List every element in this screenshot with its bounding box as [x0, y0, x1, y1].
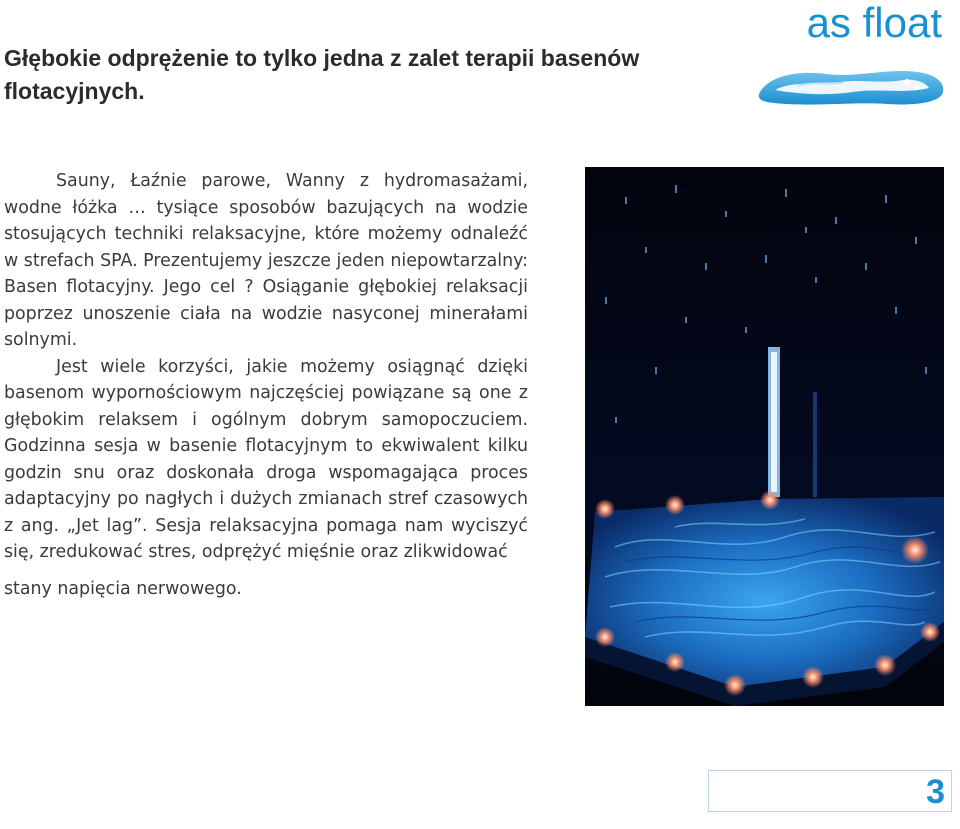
article-paragraph-3: stany napięcia nerwowego.: [4, 578, 242, 599]
article-paragraph-1: Sauny, Łaźnie parowe, Wanny z hydromasażami, wodne łóżka … tysiące sposobów bazujących na wodzie stosujących techniki relaksacyjne, które możemy odnaleźć w strefach SPA. Prezentujemy jeszcze jeden niepowtarzalny: Basen flotacyjny. Jego cel ? Osiąganie głębokiej relaksacji poprzez unoszenie ciała na wodzie nasyconej minerałami solnymi.: [4, 171, 528, 350]
headline: Głębokie odprężenie to tylko jedna z zalet terapii basenów flotacyjnych.: [4, 45, 640, 104]
article-body: [4, 168, 528, 602]
flotation-pool-photo: [585, 167, 944, 706]
article-paragraph-2: Jest wiele korzyści, jakie możemy osiągnąć dzięki basenom wypornościowym najczęściej powiązane są one z głębokim relaksem i ogólnym dobrym samopoczuciem. Godzinna sesja w basenie flotacyjnym to ekwiwalent kilku godzin snu oraz doskonała droga wspomagająca proces adaptacyjny po nagłych i dużych zmianach stref czasowych z ang. „Jet lag”. Sesja relaksacyjna pomaga nam wyciszyć się, zredukować stres, odprężyć mięśnie oraz zlikwidować: [4, 356, 528, 562]
brand-logo: [749, 0, 944, 112]
water-wave-logo-icon: [757, 64, 945, 108]
page-number-box: [708, 770, 952, 812]
page-number: 3: [926, 773, 945, 811]
brand-name: as float: [806, 0, 942, 46]
